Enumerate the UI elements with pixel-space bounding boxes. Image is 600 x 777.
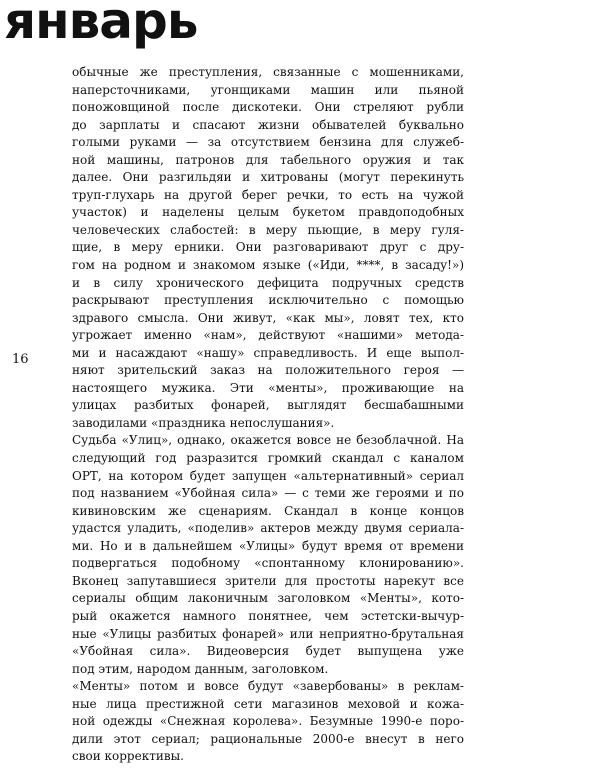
- text-line: ные «Улицы разбитых фонарей» или неприятно-брутальная: [72, 626, 464, 641]
- paragraph: [72, 678, 464, 766]
- text-line: свои коррективы.: [72, 749, 184, 764]
- text-line: кивиновским же сценариям. Скандал в конце концов: [72, 503, 464, 518]
- text-line: под этим, народом данным, заголовком.: [72, 661, 329, 676]
- text-line: ной машины, патронов для табельного оружия и так: [72, 152, 464, 167]
- text-line: следующий год разразится громкий скандал с каналом: [72, 451, 464, 466]
- text-line: «Убойная сила». Видеоверсия будет выпущена уже: [72, 644, 464, 659]
- text-line: ми и насаждают «нашу» справедливость. И еще выпол-: [72, 345, 464, 360]
- text-line: наперсточниками, угонщиками машин или пьяной: [72, 82, 464, 97]
- text-line: труп-глухарь на другой берег речки, то есть на чужой: [72, 187, 464, 202]
- text-line: до зарплаты и спасают жизни обывателей буквально: [72, 117, 464, 132]
- text-line: «Менты» потом и вовсе будут «завербованы» в реклам-: [72, 679, 464, 694]
- text-line: и в силу хронического дефицита подручных средств: [72, 275, 464, 290]
- text-line: няют зрительский заказ на положительного героя —: [72, 363, 464, 378]
- text-line: ные лица престижной сети магазинов меховой и кожа-: [72, 696, 464, 711]
- text-line: ми. Но и в дальнейшем «Улицы» будут время от времени: [72, 538, 464, 553]
- text-line: заводилами «праздника непослушания».: [72, 415, 335, 430]
- chapter-heading: январь: [4, 0, 198, 50]
- text-line: далее. Они разгильдяи и хитрованы (могут перекинуть: [72, 170, 464, 185]
- text-line: удастся уладить, «поделив» актеров между двумя сериала-: [72, 521, 464, 536]
- text-line: улицах разбитых фонарей, выглядят бесшабашными: [72, 398, 464, 413]
- text-line: ОРТ, на котором будет запущен «альтернативный» сериал: [72, 468, 464, 483]
- text-line: участок) и наделены целым букетом правдоподобных: [72, 205, 464, 220]
- text-line: под названием «Убойная сила» — с теми же героями и по: [72, 486, 464, 501]
- text-line: раскрывают преступления исключительно с помощью: [72, 293, 464, 308]
- text-line: настоящего мужика. Эти «менты», проживающие на: [72, 380, 464, 395]
- text-line: поножовщиной после дискотеки. Они стреляют рубли: [72, 100, 464, 115]
- text-line: ной одежды «Снежная королева». Безумные 1990-е поро-: [72, 714, 464, 729]
- text-line: гом на родном и знакомом языке («Иди, ****, в засаду!»): [72, 258, 464, 273]
- text-line: Судьба «Улиц», однако, окажется вовсе не безоблачной. На: [72, 433, 464, 448]
- text-line: дили этот сериал; рациональные 2000-е внесут в него: [72, 731, 464, 746]
- text-line: обычные же преступления, связанные с мошенниками,: [72, 65, 464, 79]
- text-line: голыми руками — за отсутствием бензина для служеб-: [72, 135, 464, 150]
- text-line: подвергаться подобному «спонтанному клонированию».: [72, 556, 464, 571]
- text-line: Вконец запутавшиеся зрители для простоты нарекут все: [72, 573, 464, 588]
- text-line: рый окажется намного понятнее, чем эстетски-вычур-: [72, 608, 464, 623]
- paragraph: [72, 432, 464, 678]
- text-line: человеческих слабостей: в меру пьющие, в меру гуля-: [72, 222, 464, 237]
- page-number: 16: [12, 352, 29, 367]
- text-line: щие, в меру ерники. Они разговаривают друг с дру-: [72, 240, 464, 255]
- text-line: угрожает именно «нам», действуют «нашими» метода-: [72, 328, 464, 343]
- text-line: здравого смысла. Они живут, «как мы», ловят тех, кто: [72, 310, 464, 325]
- paragraph: [72, 64, 464, 432]
- article-body: [72, 64, 464, 766]
- text-line: сериалы общим лаконичным заголовком «Менты», кото-: [72, 591, 464, 606]
